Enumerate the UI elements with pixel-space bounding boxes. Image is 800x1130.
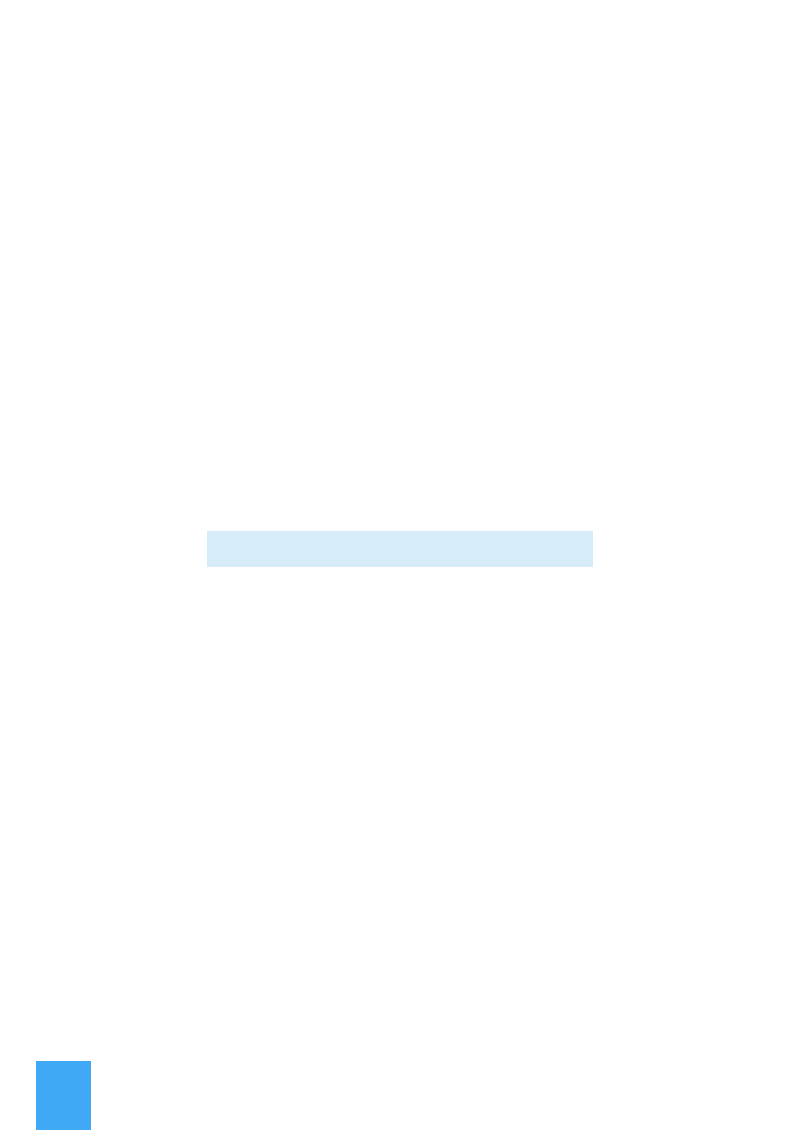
groundwater-paragraph (55, 648, 747, 682)
coastal-paragraph (55, 791, 747, 825)
solid-waste-paragraph (55, 987, 747, 1021)
page-tab (36, 1061, 91, 1130)
heading-color-bars (54, 932, 135, 960)
river-quality-chart (0, 0, 800, 525)
chart-caption (207, 531, 593, 567)
solid-waste-heading (54, 928, 144, 964)
